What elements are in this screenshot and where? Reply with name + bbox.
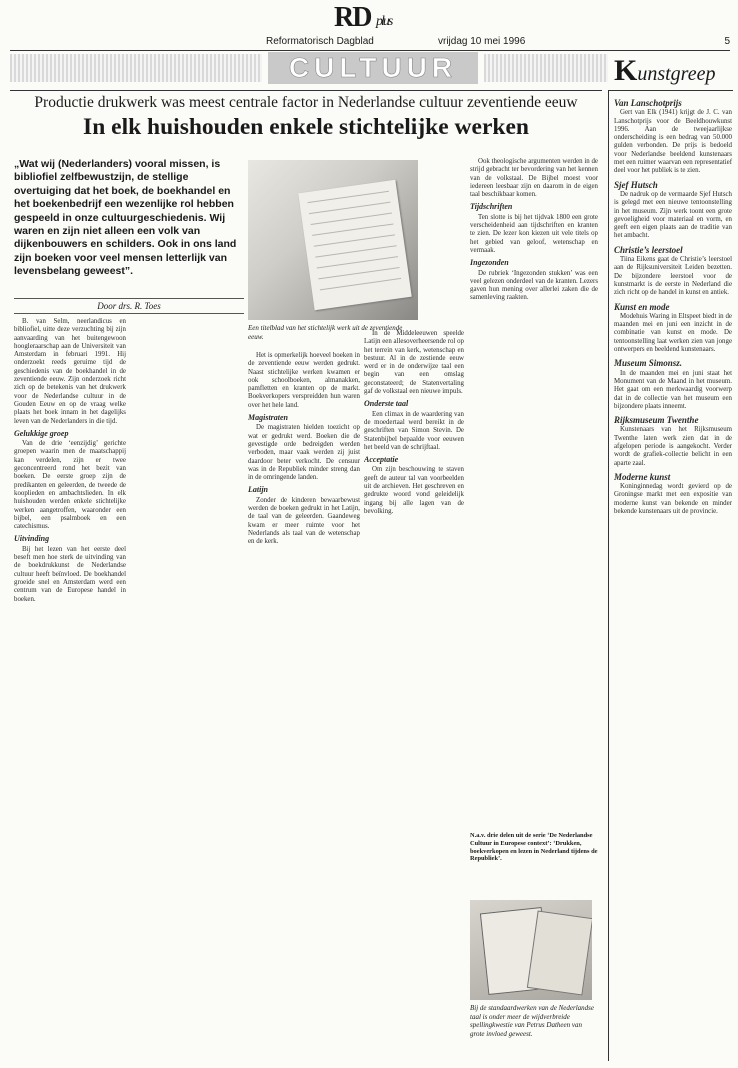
section-title: CULTUUR [268,52,478,84]
kunstgreep-initial: K [614,54,638,87]
book-reference-footnote: N.a.v. drie delen uit de serie ‘De Nederlandse Cultuur in Europese context’: ‘Drukken, boekverkopen en lezen in Nederland tijdens de Republiek’. [470,832,598,863]
column-2-paragraph-3: Zonder de kinderen bewaarbewust werden de boeken gedrukt in het Latijn, de taal van de geleerden. Gaandeweg kwam er meer ruimte voor het Nederlands als taal van de wetenschap en de kerk. [248,496,360,546]
column-3-paragraph-2: Een climax in de waardering van de moedertaal werd bereikt in de geschriften van Simon Stevin. De Statenbijbel bepaalde voor eeuwen het beeld van de schrijftaal. [364,410,464,451]
kunstgreep-rest: unstgreep [637,63,716,85]
sidebar-heading-3: Christie’s leerstoel [614,244,683,255]
page-number: 5 [724,36,730,47]
column-1-heading-1: Gelukkige groep [14,428,69,438]
kunstgreep-sidebar [614,94,732,518]
column-3-paragraph-3: Om zijn beschouwing te staven geeft de auteur tal van voorbeelden uit de archieven. Het geschreven en gedrukte woord vond geleidelijk ingang bij alle lagen van de bevolking. [364,466,464,515]
sidebar-heading-5: Museum Simonsz. [614,358,683,369]
column-2-paragraph-1: Het is opmerkelijk hoeveel boeken in de zeventiende eeuw werden gedrukt. Naast stichtelijke werken kwamen er ook schoolboeken, almanakken, pamfletten en kranten op de markt. Boekverkopers verspreidden hun waren over het hele land. [248,352,360,409]
header-info-row [10,36,730,50]
column-1-paragraph-2: Van de drie ‘eenzijdig’ gerichte groepen waarin men de maatschappij kan verdelen, zijn er twee geconcentreerd rond het bezit van boeken. De eerste groep zijn de predikanten en geleerden, de tweede de kooplieden en ambachtslieden. In elk huishouden werden enkele stichtelijke werken aangetroffen, waaronder een bijbel, een psalmboek en een catechismus. [14,440,126,531]
article-author: Door drs. R. Toes [14,298,244,314]
article-intro: „Wat wij (Nederlanders) vooral missen, is bibliofiel zelfbewustzijn, de stellige overtuiging dat het boek, de boekhandel en het boekenbedrijf een wezenlijke rol hebben gespeeld in onze cultuurgeschiedenis. Wij waren en zijn niet alleen een volk van dijkenbouwers en schilders. Ook in ons land zijn boeken voor veel mensen letterlijk van levensbelang geweest”. [14,158,237,278]
column-4-heading-1: Tijdschriften [470,202,513,212]
column-1-paragraph-1: B. van Selm, neerlandicus en bibliofiel, uitte deze verzuchting bij zijn aanvaarding van het buitengewoon hoogleraarschap aan de Universiteit van Amsterdam in februari 1991. Hij onderzoekt reeds geruime tijd de geschiedenis van de boekhandel in de zeventiende eeuw. Zijn onderzoek richt zich op de betekenis van het drukwerk voor de Nederlandse cultuur in de Gouden Eeuw en op de vraag welke plaats het boek innam in het dagelijks leven van de Nederlanders in die tijd. [14,318,126,425]
section-band-right [484,54,608,82]
article-column-4 [470,158,598,828]
book-cover-right [527,910,592,995]
sidebar-text-6: Kunstenaars van het Rijksmuseum Twenthe laten werk zien dat in de afgelopen periode is aangekocht. Verder wordt de grafiek-collectie belicht in een aparte zaal. [614,426,732,467]
column-3-heading-2: Acceptatie [364,455,399,465]
sidebar-text-7: Koninginnedag wordt gevierd op de Groningse markt met een expositie van moderne kunst van bekende en minder bekende kunstenaars uit de provincie. [614,483,732,516]
sidebar-text-5: In de maanden mei en juni staat het Monument van de Maand in het museum. Het gaat om een merkwaardig voorwerp dat in de collectie van het museum een bijzondere plaats inneemt. [614,369,732,410]
sidebar-text-3: Tiina Eikens gaat de Christie’s leerstoel aan de Rijksuniversiteit Leiden bezetten. De bijzondere leerstoel voor de kunstmarkt is de eerste in Nederland die zich richt op de handel in kunst en antiek. [614,256,732,297]
column-4-paragraph-1: Ook theologische argumenten werden in de strijd gebracht ter bevordering van het kennen van de volkstaal. De Bijbel moest voor iedereen leesbaar zijn en daarom in de eigen taal beschikbaar komen. [470,158,598,199]
column-2-heading-2: Latijn [248,485,269,495]
masthead [0,0,738,88]
photo-caption-2: Bij de standaardwerken van de Nederlandse taal is onder meer de wijdverbreide spellingkwestie van Petrus Datheen van grote invloed geweest. [470,1004,594,1038]
column-4-paragraph-2: Ten slotte is bij het tijdvak 1800 een grote verscheidenheid aan tijdschriften en kranten te zien. De lezer kon kiezen uit vele titels op het gebied van geloof, wetenschap en vermaak. [470,213,598,254]
photo-caption-1: Een titelblad van het stichtelijk werk uit de zeventiende eeuw. [248,324,403,341]
column-3-heading-1: Onderste taal [364,399,409,409]
section-band-left [10,54,262,82]
column-1-heading-2: Uitvinding [14,534,50,544]
column-4-heading-2: Ingezonden [470,258,509,268]
sidebar-text-2: De nadruk op de vermaarde Sjef Hutsch is gelegd met een nieuwe tentoonstelling in het museum. Zijn werk toont een grote gevoeligheid voor materiaal en vorm, en geeft een eigen plaats aan de traditie van het ambacht. [614,190,732,240]
sidebar-heading-1: Van Lanschotprijs [614,98,682,108]
paper-name: Reformatorisch Dagblad [266,36,374,47]
sidebar-heading-7: Moderne kunst [614,471,671,482]
logo-suffix: plus [376,14,392,29]
article-photo-books [470,900,592,1000]
article-photo-manuscript [248,160,418,320]
manuscript-page [298,180,411,310]
issue-date: vrijdag 10 mei 1996 [438,36,526,47]
logo-letters: RD [334,2,371,33]
sidebar-heading-4: Kunst en mode [614,301,670,312]
article-column-2 [248,352,360,1056]
sidebar-text-1: Gert van Elk (1941) krijgt de J. C. van Lanschotprijs voor de Beeldhouwkunst 1996. Aan de tweejaarlijkse onderscheiding is een bedrag van 50.000 gulden verbonden. De prijs is bedoeld voor Nederlandse beeldend kunstenaars met een ruimer waarvan een representatief deel voor het publiek is te zien. [614,109,732,175]
column-4-paragraph-3: De rubriek ‘Ingezonden stukken’ was een veel gelezen onderdeel van de kranten. Lezers gaven hun mening over allerlei zaken die de samenleving raakten. [470,269,598,302]
article-headline: In elk huishouden enkele stichtelijke werken [83,114,529,140]
column-2-heading-1: Magistraten [248,413,289,423]
article-column-1 [14,318,126,1056]
sidebar-text-4: Modehuis Waring in Eltspeet biedt in de maanden mei en juni een inzicht in de combinatie van kunst en mode. De tentoonstelling laat werken zien van jonge ontwerpers en beeldend kunstenaars. [614,312,732,354]
header-divider [10,50,730,51]
column-2-paragraph-2: De magistraten hielden toezicht op wat er gedrukt werd. Boeken die de gevestigde orde bedreigden werden verboden, maar vaak werden zij juist daardoor beter verkocht. De censuur was in de Republiek minder streng dan in de omringende landen. [248,424,360,482]
column-3-paragraph-1: In de Middeleeuwen speelde Latijn een allesoverheersende rol op het terrein van kerk, wetenschap en bestuur. Al in de zestiende eeuw werd er in de onderwijze taal een begin van een omslag geconstateerd; de Statenvertaling gaf de volkstaal een nieuwe impuls. [364,330,464,396]
sidebar-heading-2: Sjef Hutsch [614,179,658,190]
newspaper-logo [334,2,404,34]
sidebar-heading-6: Rijksmuseum Twenthe [614,415,699,426]
column-1-paragraph-3: Bij het lezen van het eerste deel beseft men hoe sterk de uitvinding van de boekdrukkunst de Nederlandse cultuur heeft beïnvloed. De boekhandel groeide snel en Amsterdam werd een centrum van de Europese handel in boeken. [14,545,126,603]
kunstgreep-title [614,54,734,87]
article-subhead: Productie drukwerk was meest centrale factor in Nederlandse cultuur zeventiende eeuw [34,94,578,111]
article-column-3 [364,330,464,1056]
